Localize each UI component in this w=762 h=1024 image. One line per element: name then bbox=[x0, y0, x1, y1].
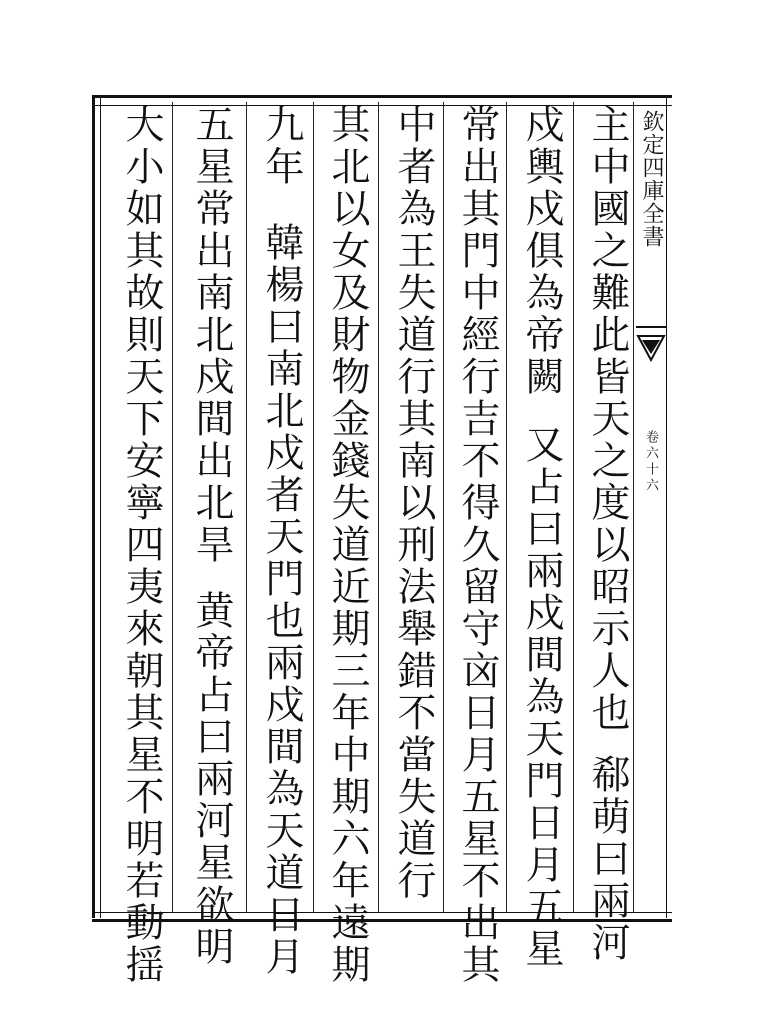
text-column-5 bbox=[318, 104, 376, 986]
column-text bbox=[384, 104, 442, 912]
column-text bbox=[252, 104, 310, 978]
text-column-6 bbox=[252, 104, 310, 978]
text-segment: 常出其門中經行吉不得久留守㐫日月五星不出其 bbox=[455, 104, 500, 986]
column-rule bbox=[246, 102, 247, 912]
text-segment: 戍輿戍俱為帝闕 bbox=[519, 104, 564, 398]
column-rule bbox=[378, 102, 379, 912]
column-text bbox=[318, 104, 376, 986]
text-segment: 主中國之難此皆天之度以昭示人也 bbox=[585, 104, 630, 734]
text-segment: 五星常出南北戍間出北旱 bbox=[189, 104, 234, 566]
column-rule bbox=[443, 102, 444, 912]
column-text bbox=[512, 104, 570, 970]
text-column-8 bbox=[112, 104, 170, 986]
text-column-1 bbox=[578, 104, 636, 964]
text-column-2 bbox=[512, 104, 570, 970]
column-text bbox=[112, 104, 170, 986]
column-rule bbox=[573, 102, 574, 912]
text-segment: 中者為王失道行其南以刑法舉錯不當失道行 bbox=[391, 104, 436, 902]
text-segment: 郗萌曰兩河 bbox=[585, 754, 630, 964]
text-segment: 又占曰兩戍間為天門日月五星 bbox=[519, 424, 564, 970]
fishtail-ornament-icon bbox=[636, 334, 666, 364]
column-rule bbox=[172, 102, 173, 912]
column-text bbox=[182, 104, 240, 968]
column-rule bbox=[506, 102, 507, 912]
juan-label: 卷六十六 bbox=[643, 430, 658, 494]
column-text bbox=[578, 104, 636, 964]
text-column-4 bbox=[384, 104, 442, 912]
column-rule bbox=[313, 102, 314, 912]
text-segment: 其北以女及財物金錢失道近期三年中期六年遠期 bbox=[325, 104, 370, 986]
text-segment: 九年 bbox=[259, 104, 304, 188]
text-segment: 黄帝占曰兩河星欲明 bbox=[189, 590, 234, 968]
frame-left-border bbox=[92, 95, 101, 918]
series-title: 欽定四庫全書 bbox=[639, 110, 664, 248]
frame-right-border bbox=[666, 95, 670, 918]
fishtail-bar bbox=[636, 326, 666, 328]
text-column-3 bbox=[448, 104, 506, 986]
column-text bbox=[448, 104, 506, 986]
text-segment: 韓楊曰南北戍者天門也兩戍間為天道日月 bbox=[259, 222, 304, 978]
text-column-7 bbox=[182, 104, 240, 968]
text-segment: 大小如其故則天下安寧四夷來朝其星不明若動揺 bbox=[119, 104, 164, 986]
